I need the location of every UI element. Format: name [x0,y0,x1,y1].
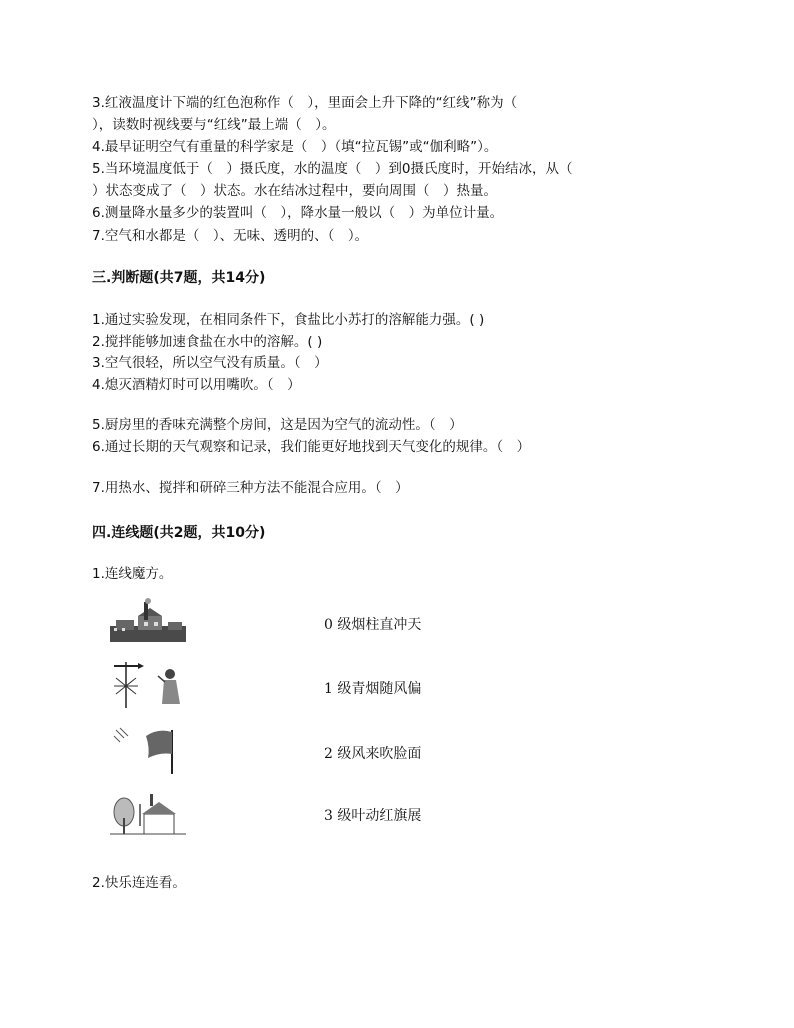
question-line: 2.搅拌能够加速食盐在水中的溶解。( ) [92,334,323,350]
question-line: ），读数时视线要与“红线”最上端（ ）。 [92,117,336,133]
question-line: 7.空气和水都是（ ）、无味、透明的、（ ）。 [92,228,369,244]
section-heading: 三.判断题(共7题，共14分) [92,270,266,286]
tree-house-icon [110,790,186,836]
wind-level-label: 1 级青烟随风偏 [324,681,422,697]
wind-level-label: 3 级叶动红旗展 [324,808,422,824]
question-line: 3.空气很轻，所以空气没有质量。（ ） [92,355,328,371]
question-line: 5.厨房里的香味充满整个房间，这是因为空气的流动性。（ ） [92,417,463,433]
wind-level-label: 2 级风来吹脸面 [324,746,422,762]
question-line: 5.当环境温度低于（ ）摄氏度，水的温度（ ）到0摄氏度时，开始结冰，从（ [92,161,573,177]
question-line: ）状态变成了（ ）状态。水在结冰过程中，要向周围（ ）热量。 [92,183,497,199]
question-line: 4.最早证明空气有重量的科学家是（ ）（填“拉瓦锡”或“伽利略”）。 [92,139,498,155]
question-line: 6.通过长期的天气观察和记录，我们能更好地找到天气变化的规律。（ ） [92,439,531,455]
question-line: 4.熄灭酒精灯时可以用嘴吹。（ ） [92,377,301,393]
section-heading: 四.连线题(共2题，共10分) [92,525,266,541]
wind-flag-icon [110,726,186,776]
question-line: 1.通过实验发现，在相同条件下，食盐比小苏打的溶解能力强。( ) [92,312,485,328]
question-line: 7.用热水、搅拌和研碎三种方法不能混合应用。（ ） [92,480,409,496]
question-line: 2.快乐连连看。 [92,875,186,891]
factory-smoke-icon [110,598,186,644]
question-line: 1.连线魔方。 [92,566,173,582]
wind-level-label: 0 级烟柱直冲天 [324,617,422,633]
question-line: 6.测量降水量多少的装置叫（ ），降水量一般以（ ）为单位计量。 [92,205,504,221]
windvane-person-icon [110,660,186,710]
question-line: 3.红液温度计下端的红色泡称作（ ），里面会上升下降的“红线”称为（ [92,95,518,111]
